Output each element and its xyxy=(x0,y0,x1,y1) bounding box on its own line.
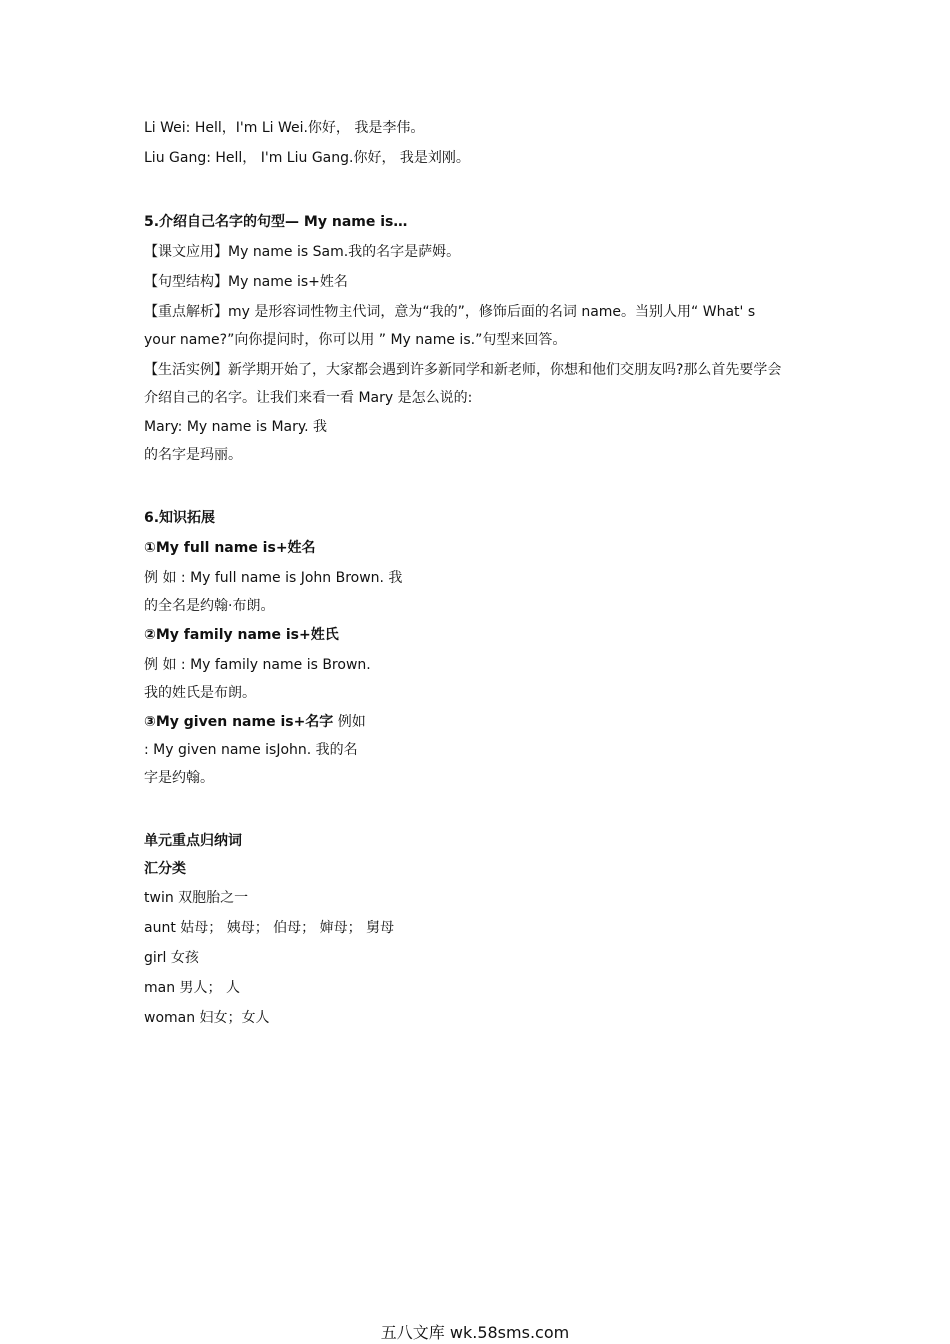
section6-item2-title: ②My family name is+姓氏 xyxy=(144,627,339,643)
section5-structure: 【句型结构】My name is+姓名 xyxy=(144,274,348,290)
section6-item1-title: ①My full name is+姓名 xyxy=(144,540,316,556)
section6-heading: 6.知识拓展 xyxy=(144,510,216,526)
section5-application: 【课文应用】My name is Sam.我的名字是萨姆。 xyxy=(144,244,461,260)
vocab-subheading: 汇分类 xyxy=(144,861,186,877)
section5-analysis-line1: 【重点解析】my 是形容词性物主代词，意为“我的”，修饰后面的名词 name。当别人用“ What' s xyxy=(144,304,756,320)
section6-item1-example2: 的全名是约翰·布朗。 xyxy=(144,598,275,614)
vocab-word: aunt 姑母； 姨母； 伯母； 婶母； 舅母 xyxy=(144,920,395,936)
footer-watermark: 五八文库 wk.58sms.com xyxy=(380,1323,570,1342)
section6-item3-line xyxy=(144,712,366,732)
dialogue-line-liu-gang: Liu Gang: Hell， I'm Liu Gang.你好， 我是刘刚。 xyxy=(144,150,470,166)
section5-example-line2: 的名字是玛丽。 xyxy=(144,447,242,463)
section5-life-line2: 介绍自己的名字。让我们来看一看 Mary 是怎么说的: xyxy=(144,390,473,406)
vocab-heading: 单元重点归纳词 xyxy=(144,833,242,849)
vocab-word: woman 妇女；女人 xyxy=(144,1010,270,1026)
section6-item1-example1: 例 如 : My full name is John Brown. 我 xyxy=(144,570,403,586)
vocab-word: twin 双胞胎之一 xyxy=(144,890,249,906)
section5-life-line1: 【生活实例】新学期开始了，大家都会遇到许多新同学和新老师，你想和他们交朋友吗?那么首先要学会 xyxy=(144,362,782,378)
dialogue-line-li-wei: Li Wei: Hell，I'm Li Wei.你好， 我是李伟。 xyxy=(144,120,425,136)
section5-example-line1: Mary: My name is Mary. 我 xyxy=(144,419,328,435)
section6-item3-title: ③My given name is+名字 xyxy=(144,714,334,730)
section6-item3-example2: 字是约翰。 xyxy=(144,770,214,786)
vocab-word: man 男人； 人 xyxy=(144,980,240,996)
section6-item2-example1: 例 如 : My family name is Brown. xyxy=(144,657,371,673)
vocab-word: girl 女孩 xyxy=(144,950,199,966)
section5-heading: 5.介绍自己名字的句型— My name is… xyxy=(144,214,408,230)
section6-item3-example1: : My given name isJohn. 我的名 xyxy=(144,742,358,758)
section6-item3-tail: 例如 xyxy=(333,714,366,730)
section6-item2-example2: 我的姓氏是布朗。 xyxy=(144,685,256,701)
section5-analysis-line2: your name?”向你提问时，你可以用 ” My name is.”句型来回答。 xyxy=(144,332,567,348)
